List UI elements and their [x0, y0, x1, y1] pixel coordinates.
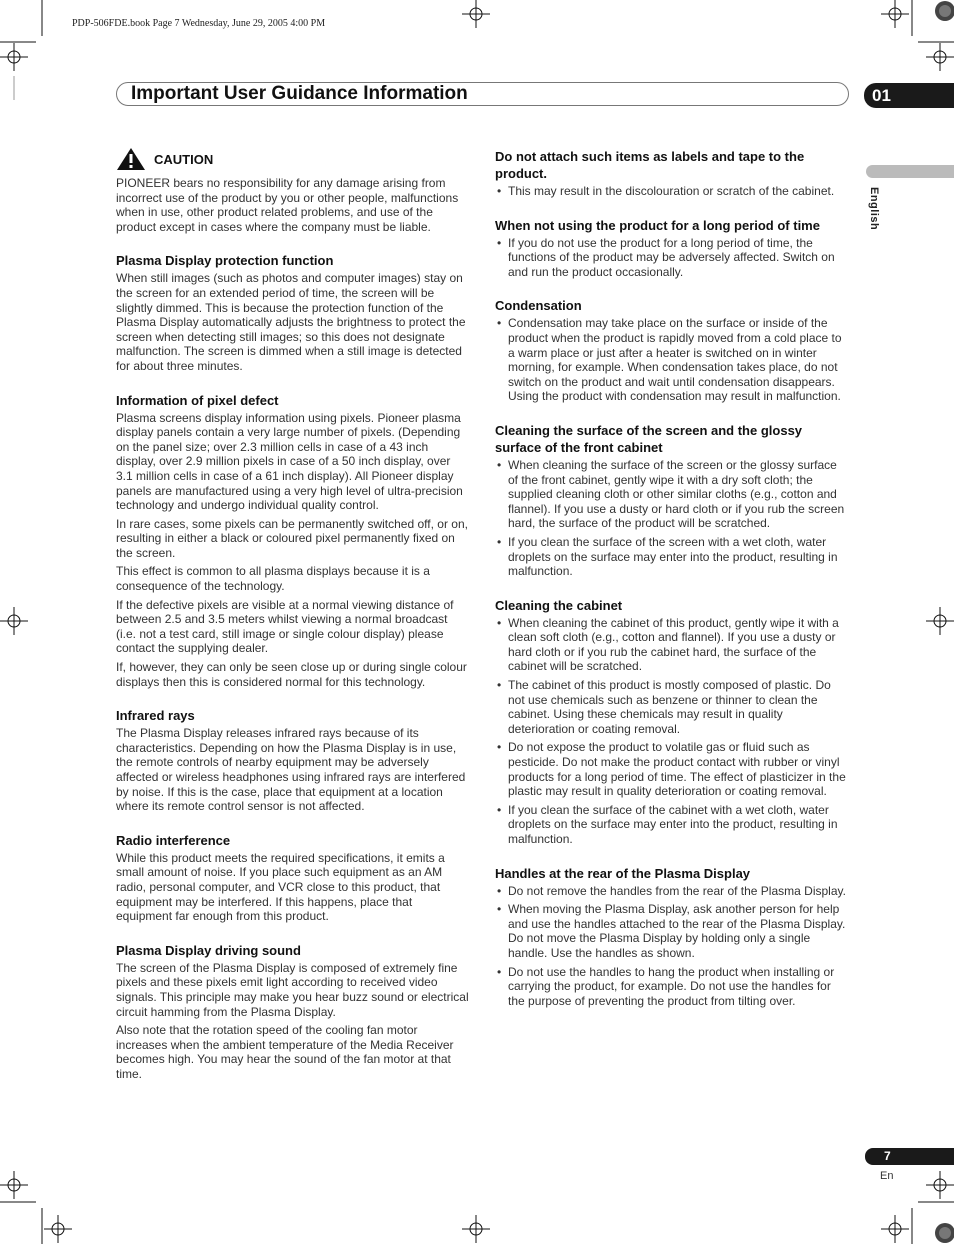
bullet-list: [495, 884, 850, 1009]
bullet-item: • When cleaning the cabinet of this product, gently wipe it with a clean soft cloth (e.g., cotton and flannel). If you use a dusty or hard cloth or if you rub the cabinet hard, the surface of the cabinet will be scratched.: [495, 616, 850, 674]
crosshair-mid-right: [926, 607, 954, 635]
section: [495, 148, 850, 199]
crosshair-right-bottom: [926, 1171, 954, 1199]
section: [116, 392, 470, 690]
crosshair-top-center: [462, 0, 490, 28]
section-heading: Cleaning the cabinet: [495, 597, 623, 613]
page-number: 7: [865, 1148, 954, 1165]
language-tab: [866, 165, 954, 178]
right-sections: [495, 148, 850, 1008]
page-language: En: [880, 1170, 894, 1182]
section: [495, 597, 850, 847]
bullet-item: • If you do not use the product for a long period of time, the functions of the product may be adversely affected. Switch on and run the product occasionally.: [495, 236, 850, 280]
bullet-item: • Condensation may take place on the surface or inside of the product when the product is rapidly moved from a cold place to a warm place or just after a heater is switched on in winter morning, for example. When condensation takes place, do not switch on the product and wait until condensation disappears. Using the product with condensation may result in malfunction.: [495, 316, 850, 404]
section: [116, 707, 470, 814]
title-bar: [116, 82, 849, 106]
left-column: [116, 148, 470, 1100]
bullet-item: • If you clean the surface of the screen with a wet cloth, water droplets on the surface may enter into the product, resulting in malfunction.: [495, 535, 850, 579]
crosshair-mid-left: [0, 607, 28, 635]
crosshair-right-top: [926, 43, 954, 71]
section: [495, 422, 850, 579]
left-sections: [116, 252, 470, 1081]
bullet-item: • When cleaning the surface of the screen or the glossy surface of the front cabinet, gently wipe it with a dry soft cloth; the supplied cleaning cloth or other similar cloths (e.g., cotton and flannel). If you use a dusty or hard cloth or if you rub the screen hard, the surface of the product will be scratched.: [495, 458, 850, 531]
caution-title: CAUTION: [154, 151, 214, 167]
section-heading: Condensation: [495, 298, 582, 314]
bullet-list: [495, 184, 850, 199]
bullet-list: [495, 236, 850, 280]
section-paragraph: Plasma screens display information using pixels. Pioneer plasma display panels contain a very large number of pixels. (Depending on the panel size; over 2.3 million cells in case of a 43 inch display, over 2.9 million pixels in case of a 50 inch display, over 3.1 million cells in case of a 61 inch display). All Pioneer display panels are manufactured using a very high level of ultra-precision technology and undergo individual quality control.: [116, 410, 463, 513]
caution-header: [116, 148, 470, 170]
section: [495, 865, 850, 1009]
section: [116, 942, 470, 1082]
section-paragraph: While this product meets the required specifications, it emits a small amount of noise. If you place such equipment as an AM radio, personal computer, and VCR close to this product, that equipment may be interfered. If this happens, place that equipment far enough from this product.: [116, 850, 445, 924]
warning-triangle-icon: [116, 147, 146, 171]
caution-text: PIONEER bears no responsibility for any damage arising from incorrect use of the product by you or other people, malfunctions when in use, other product related problems, and use of the product except in cases where the company must be liable.: [116, 176, 459, 234]
crosshair-top-right: [881, 0, 909, 28]
crosshair-bottom-left: [0, 1171, 28, 1199]
section: [116, 252, 470, 373]
chapter-tab: 01: [864, 83, 954, 108]
section-heading: Plasma Display protection function: [116, 253, 334, 269]
bullet-item: • If you clean the surface of the cabinet with a wet cloth, water droplets on the surface may enter into the product, resulting in malfunction.: [495, 803, 850, 847]
section-heading: Infrared rays: [116, 708, 195, 724]
language-label: English: [868, 187, 880, 231]
section-heading: Handles at the rear of the Plasma Display: [495, 865, 751, 881]
section-paragraph: The Plasma Display releases infrared rays because of its characteristics. Depending on how the Plasma Display is in use, the remote controls of nearby equipment may be adversely affected or wireless headphones using infrared rays are interfered by noise. If this is the case, place that equipment at a location where its remote control sensor is not affected.: [116, 726, 466, 814]
section: [116, 832, 470, 924]
caution-section: [116, 148, 470, 234]
bullet-item: • Do not use the handles to hang the product when installing or carrying the product, for example. Do not use the handles for the purpose of preventing the product from tilting over.: [495, 965, 850, 1009]
color-target-bottom-right: [935, 1223, 954, 1243]
bullet-item: • The cabinet of this product is mostly composed of plastic. Do not use chemicals such as benzene or thinner to clean the cabinet. Using these chemicals may result in quality deterioration or coating removal.: [495, 678, 850, 736]
section-heading: Plasma Display driving sound: [116, 942, 301, 958]
bullet-item: • Do not expose the product to volatile gas or fluid such as pesticide. Do not make the product contact with rubber or vinyl products for a long period of time. The effect of plasticizer in the plastic may result in quality deterioration or coating removal.: [495, 740, 850, 798]
crosshair-bottom-right: [881, 1215, 909, 1243]
crosshair-bottom-left2: [44, 1215, 72, 1243]
bullet-list: [495, 316, 850, 404]
bullet-list: [495, 616, 850, 847]
bullet-item: • Do not remove the handles from the rear of the Plasma Display.: [495, 884, 850, 899]
bullet-item: • When moving the Plasma Display, ask another person for help and use the handles attached to the rear of the Plasma Display. Do not move the Plasma Display by holding only a single handle. Use the handles as shown.: [495, 902, 850, 960]
section-paragraph: If, however, they can only be seen close up or during single colour displays then this is considered normal for this technology.: [116, 660, 467, 689]
file-header: PDP-506FDE.book Page 7 Wednesday, June 29, 2005 4:00 PM: [72, 18, 326, 29]
section: [495, 297, 850, 404]
section: [495, 217, 850, 280]
right-column: [495, 148, 850, 1026]
crosshair-bottom-center: [462, 1215, 490, 1243]
color-target-top-right: [935, 1, 954, 21]
section-paragraph: Also note that the rotation speed of the cooling fan motor increases when the ambient temperature of the Media Receiver becomes high. You may hear the sound of the fan motor at that time.: [116, 1023, 454, 1081]
bullet-list: [495, 458, 850, 579]
section-heading: Radio interference: [116, 832, 231, 848]
section-heading: Cleaning the surface of the screen and the glossy surface of the front cabinet: [495, 422, 803, 455]
section-heading: When not using the product for a long period of time: [495, 217, 820, 233]
page-title: Important User Guidance Information: [131, 83, 468, 104]
section-paragraph: In rare cases, some pixels can be permanently switched off, or on, resulting in either a black or coloured pixel permanently fixed on the screen.: [116, 516, 468, 560]
section-heading: Do not attach such items as labels and tape to the product.: [495, 149, 805, 181]
bullet-item: • This may result in the discolouration or scratch of the cabinet.: [495, 184, 850, 199]
section-heading: Information of pixel defect: [116, 392, 279, 408]
section-paragraph: This effect is common to all plasma displays because it is a consequence of the technology.: [116, 564, 430, 594]
section-paragraph: When still images (such as photos and computer images) stay on the screen for an extended period of time, the screen will be slightly dimmed. This is because the protection function of the Plasma Display automatically adjusts the brightness to protect the screen when detecting still images; so this does not designate malfunction. The screen is dimmed when a still image is detected for about three minutes.: [116, 271, 466, 373]
section-paragraph: The screen of the Plasma Display is composed of extremely fine pixels and these pixels emit light according to received video signals. This principle may make you hear buzz sound or electrical circuit hamming from the Plasma Display.: [116, 960, 469, 1019]
crosshair-top-left: [0, 43, 28, 71]
section-paragraph: If the defective pixels are visible at a normal viewing distance of between 2.5 and 3.5 meters whilst viewing a normal broadcast (i.e. not a test card, still image or single colour display) please contact the supplying dealer.: [116, 597, 454, 656]
